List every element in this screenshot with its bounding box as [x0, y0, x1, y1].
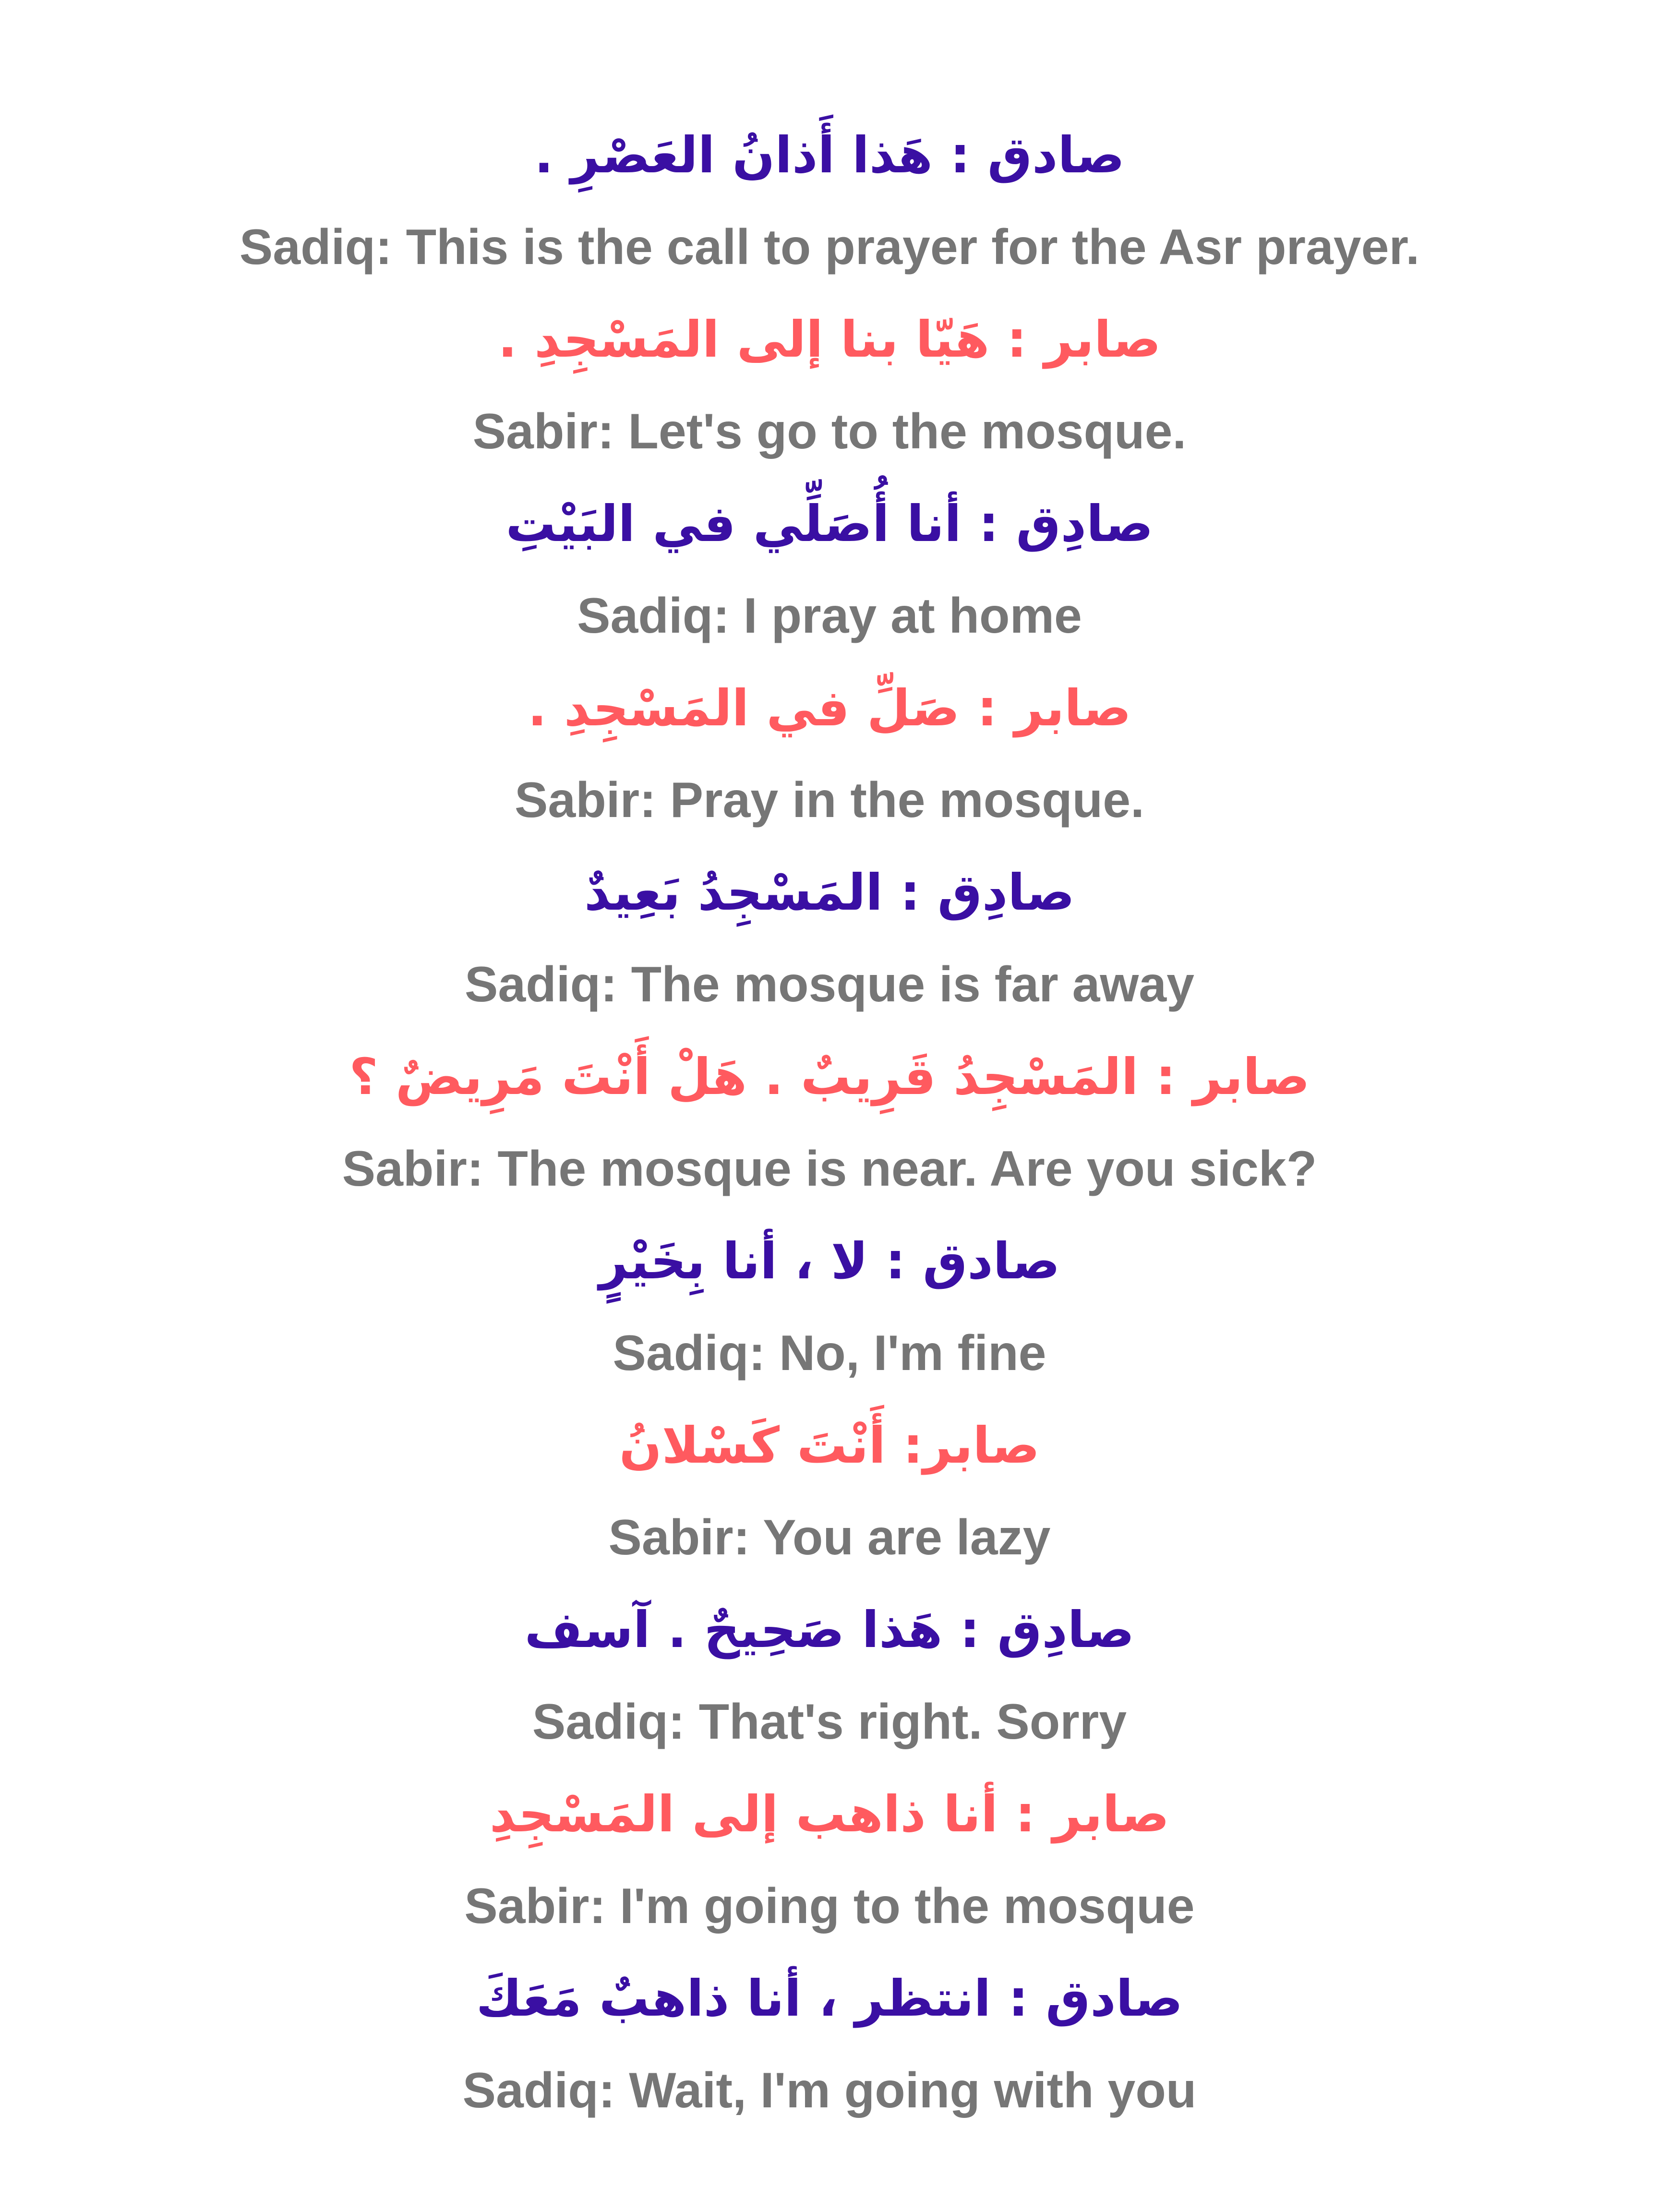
arabic-line-sadiq: صادِق : أنا أُصَلِّي في البَيْتِ	[505, 494, 1154, 553]
english-translation: Sabir: You are lazy	[608, 1510, 1051, 1565]
english-translation: Sabir: The mosque is near. Are you sick?	[342, 1141, 1317, 1197]
arabic-line-sadiq: صادق : لا ، أنا بِخَيْرٍ	[599, 1232, 1060, 1290]
english-translation: Sabir: Pray in the mosque.	[515, 772, 1144, 828]
arabic-line-sabir: صابر : هَيّا بنا إلى المَسْجِدِ .	[498, 310, 1161, 369]
english-translation: Sadiq: That's right. Sorry	[532, 1694, 1127, 1750]
arabic-line-sadiq: صادِق : المَسْجِدُ بَعِيدٌ	[584, 863, 1075, 922]
dialogue-transcript	[0, 110, 1659, 2138]
english-translation: Sabir: I'm going to the mosque	[464, 1878, 1195, 1934]
arabic-line-sabir: صابر : صَلِّ في المَسْجِدِ .	[528, 679, 1131, 737]
english-translation: Sadiq: Wait, I'm going with you	[462, 2063, 1197, 2118]
arabic-line-sabir: صابر : المَسْجِدُ قَرِيبٌ . هَلْ أَنْتَ مَرِيضٌ ؟	[349, 1047, 1310, 1106]
english-translation: Sadiq: This is the call to prayer for the Asr prayer.	[239, 219, 1420, 275]
english-translation: Sadiq: I pray at home	[577, 588, 1082, 644]
english-translation: Sadiq: No, I'm fine	[613, 1325, 1046, 1381]
arabic-line-sadiq: صادِق : هَذا صَحِيحٌ . آسف	[524, 1600, 1135, 1659]
english-translation: Sadiq: The mosque is far away	[465, 957, 1194, 1012]
english-translation: Sabir: Let's go to the mosque.	[472, 404, 1187, 459]
arabic-line-sadiq: صادق : هَذا أَذانُ العَصْرِ .	[534, 126, 1125, 184]
arabic-line-sabir: صابر: أَنْتَ كَسْلانُ	[619, 1416, 1040, 1475]
arabic-line-sadiq: صادق : انتظر ، أنا ذاهبٌ مَعَكَ	[476, 1969, 1183, 2028]
arabic-line-sabir: صابر : أنا ذاهب إلى المَسْجِدِ	[489, 1785, 1170, 1843]
